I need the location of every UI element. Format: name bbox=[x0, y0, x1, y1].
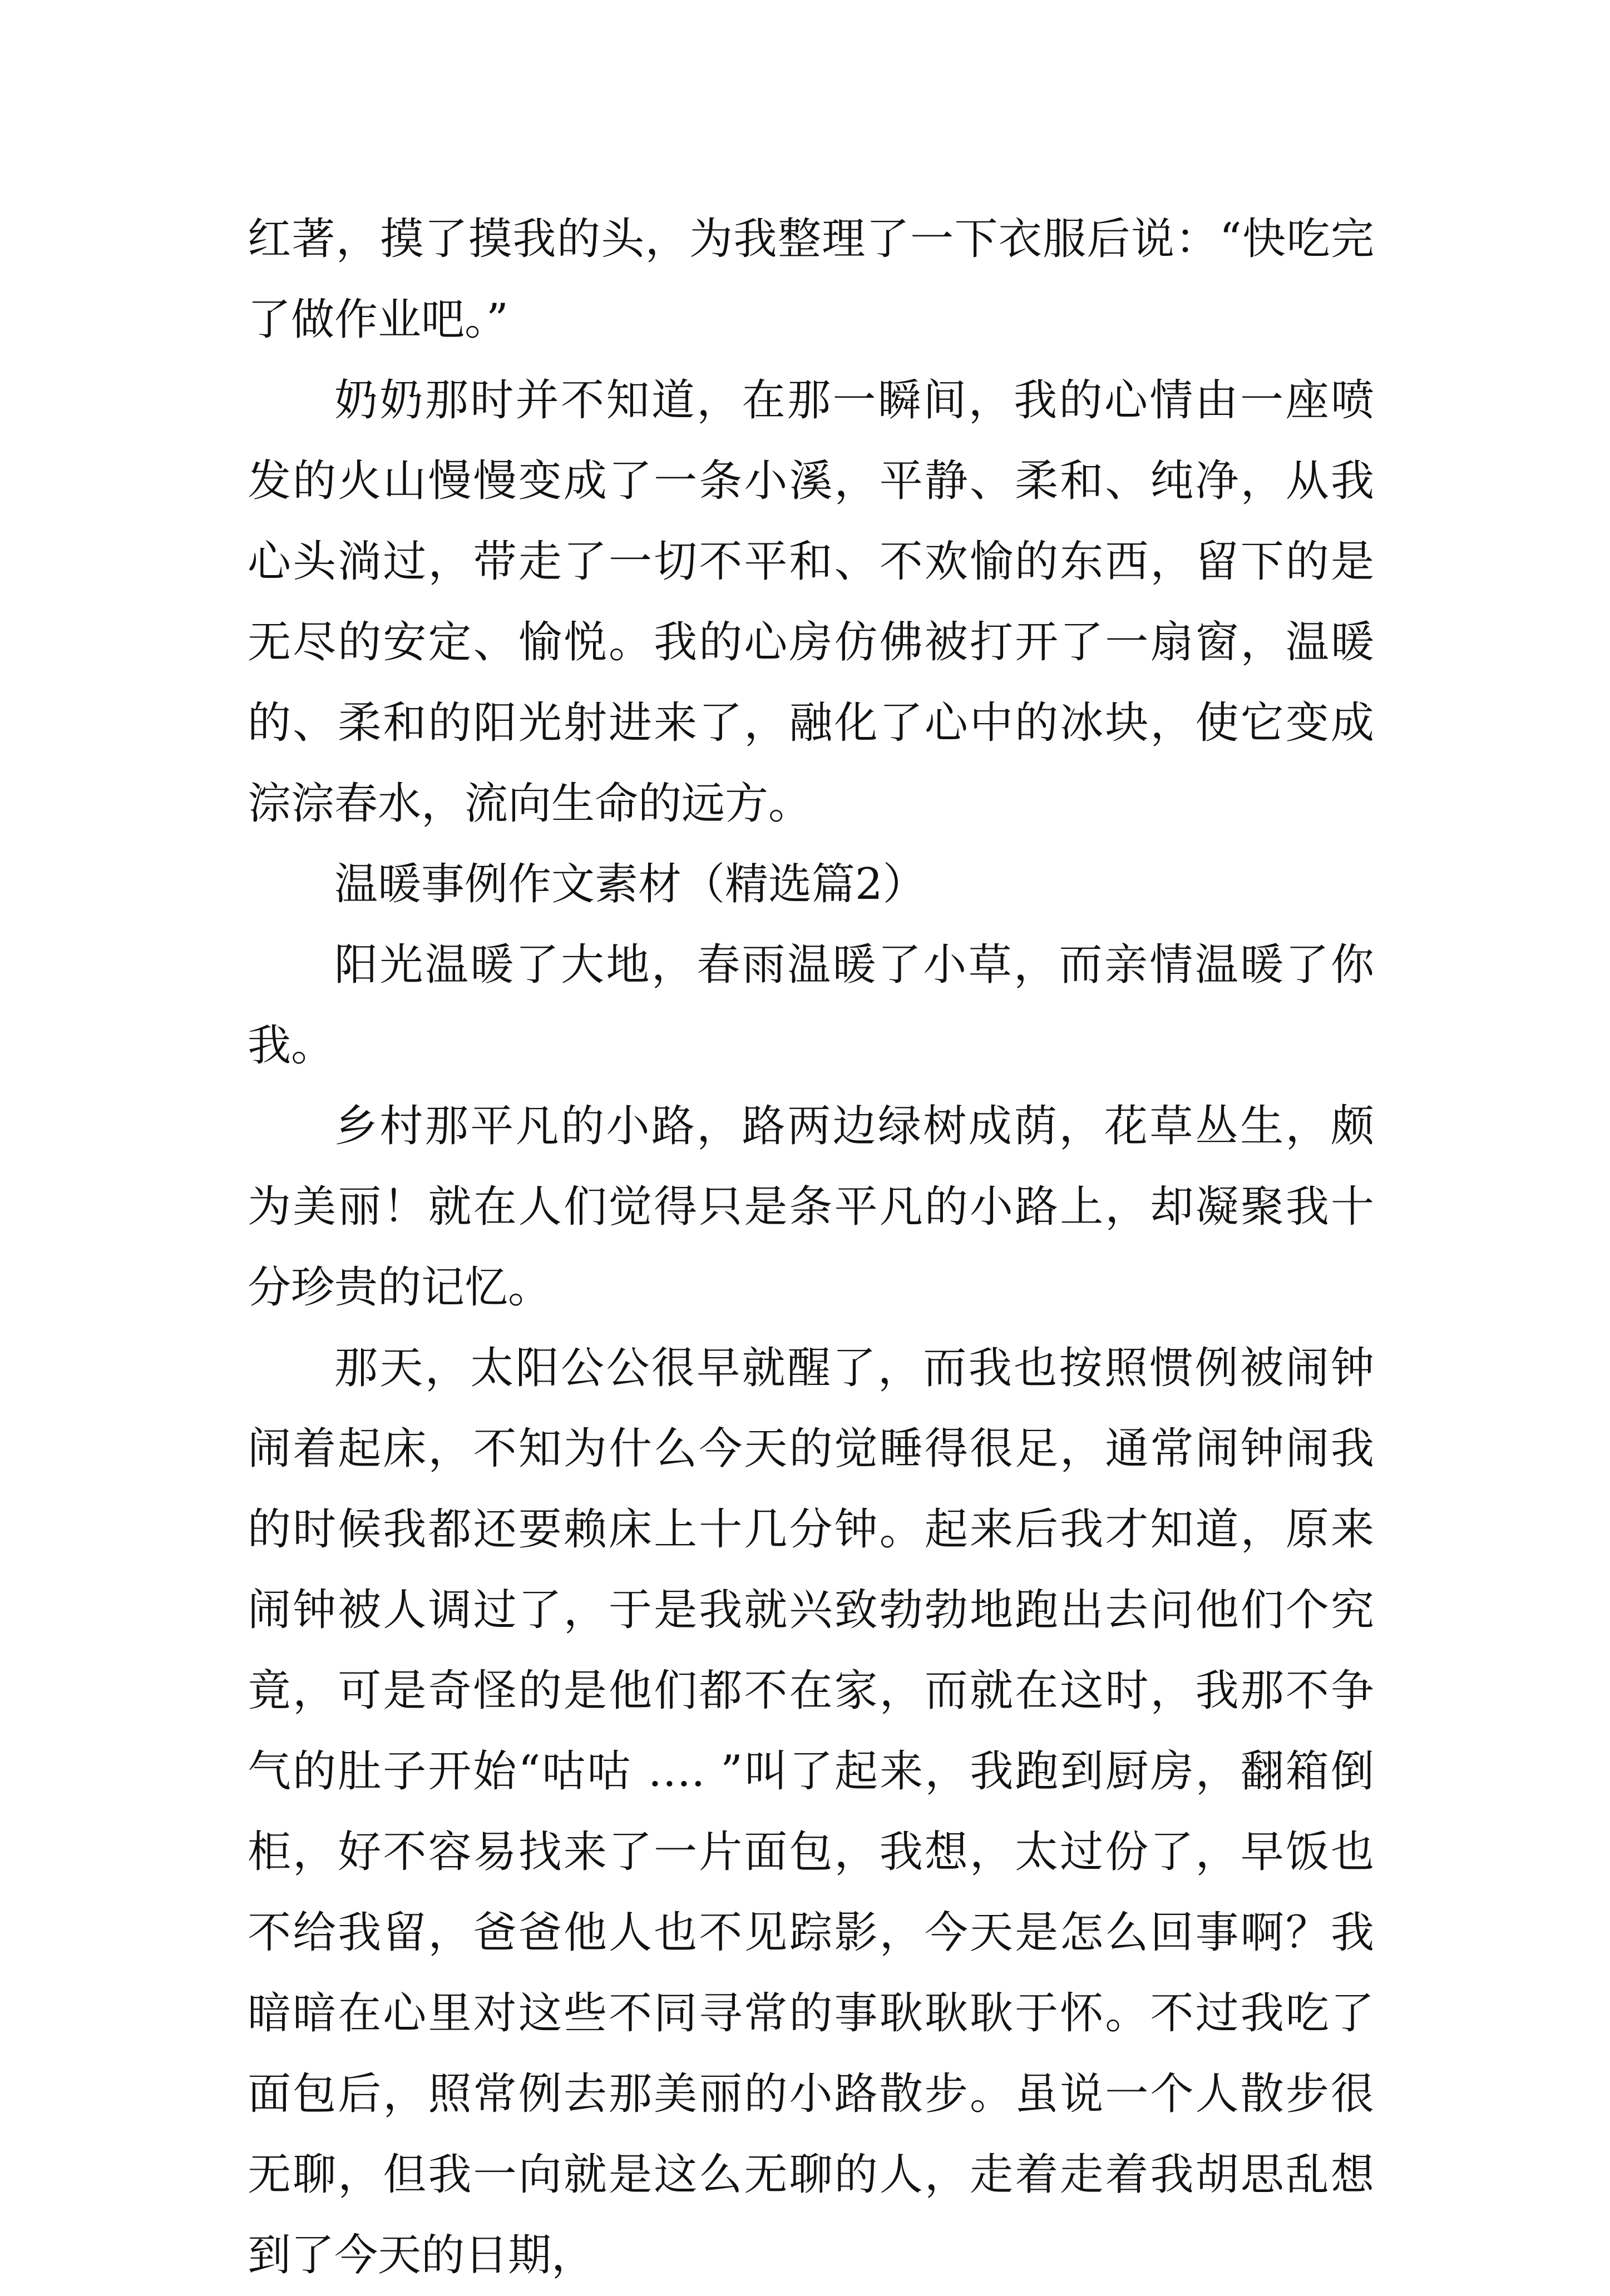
paragraph: 奶奶那时并不知道，在那一瞬间，我的心情由一座喷发的火山慢慢变成了一条小溪，平静、柔和、纯净，从我心头淌过，带走了一切不平和、不欢愉的东西，留下的是无尽的安定、愉悦。我的心房仿佛被打开了一扇窗，温暖的、柔和的阳光射进来了，融化了心中的冰块，使它变成淙淙春水，流向生命的远方。 bbox=[248, 375, 1374, 829]
paragraph: 那天，太阳公公很早就醒了，而我也按照惯例被闹钟闹着起床，不知为什么今天的觉睡得很足，通常闹钟闹我的时候我都还要赖床上十几分钟。起来后我才知道，原来闹钟被人调过了，于是我就兴致勃勃地跑出去问他们个究竟，可是奇怪的是他们都不在家，而就在这时，我那不争气的肚子开始“咕咕 …. ”叫了起来，我跑到厨房，翻箱倒柜，好不容易找来了一片面包，我想，太过份了，早饭也不给我留，爸爸他人也不见踪影，今天是怎么回事啊？我暗暗在心里对这些不同寻常的事耿耿耿于怀。不过我吃了面包后，照常例去那美丽的小路散步。虽说一个人散步很无聊，但我一向就是这么无聊的人，走着走着我胡思乱想到了今天的日期， bbox=[248, 1343, 1374, 2280]
section-heading: 温暖事例作文素材（精选篇2） bbox=[334, 859, 926, 909]
paragraph: 阳光温暖了大地，春雨温暖了小草，而亲情温暖了你我。 bbox=[248, 940, 1374, 1071]
paragraph: 乡村那平凡的小路，路两边绿树成荫，花草丛生，颇为美丽！就在人们觉得只是条平凡的小路上，却凝聚我十分珍贵的记忆。 bbox=[248, 1101, 1374, 1313]
document-body bbox=[248, 199, 1374, 2296]
paragraph: 红著，摸了摸我的头，为我整理了一下衣服后说：“快吃完了做作业吧。” bbox=[248, 214, 1374, 345]
